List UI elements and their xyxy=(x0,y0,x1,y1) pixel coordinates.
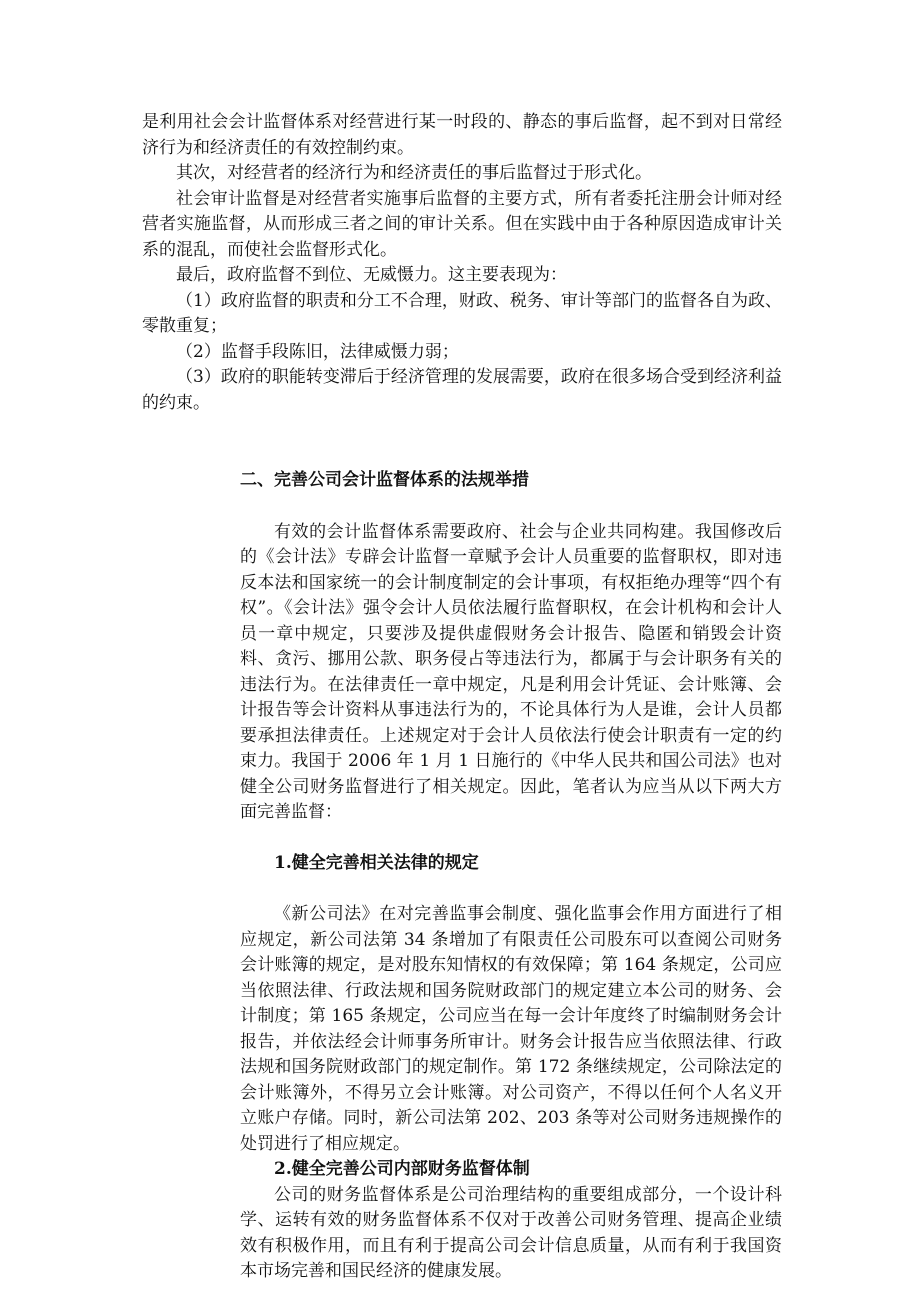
paragraph-company-law: 《新公司法》在对完善监事会制度、强化监事会作用方面进行了相应规定，新公司法第 34 条增加了有限责任公司股东可以查阅公司财务会计账簿的规定，是对股东知情权的有效保障；第 164 条规定，公司应当依照法律、行政法规和国务院财政部门的规定建立本公司的财务、会计制度；第 165 条规定，公司应当在每一会计年度终了时编制财务会计报告，并依法经会计师事务所审计。财务会计报告应当依照法律、行政法规和国务院财政部门的规定制作。第 172 条继续规定，公司除法定的会计账簿外，不得另立会计账簿。对公司资产，不得以任何个人名义开立账户存储。同时，新公司法第 202、203 条等对公司财务违规操作的处罚进行了相应规定。 xyxy=(240,904,782,1154)
paragraph-intro: 有效的会计监督体系需要政府、社会与企业共同构建。我国修改后的《会计法》专辟会计监督一章赋予会计人员重要的监督职权，即对违反本法和国家统一的会计制度制定的会计事项，有权拒绝办理等“四个有权”。《会计法》强令会计人员依法履行监督职权，在会计机构和会计人员一章中规定，只要涉及提供虚假财务会计报告、隐匿和销毁会计资料、贪污、挪用公款、职务侵占等违法行为，都属于与会计职务有关的违法行为。在法律责任一章中规定，凡是利用会计凭证、会计账簿、会计报告等会计资料从事违法行为的，不论具体行为人是谁，会计人员都要承担法律责任。上述规定对于会计人员依法行使会计职责有一定的约束力。我国于 2006 年 1 月 1 日施行的《中华人民共和国公司法》也对健全公司财务监督进行了相关规定。因此，笔者认为应当从以下两大方面完善监督： xyxy=(240,521,782,822)
paragraph-post-audit: 是利用社会会计监督体系对经营进行某一时段的、静态的事后监督，起不到对日常经济行为和经济责任的有效控制约束。 xyxy=(142,112,782,158)
paragraph-internal-supervision: 公司的财务监督体系是公司治理结构的重要组成部分，一个设计科学、运转有效的财务监督体系不仅对于改善公司财务管理、提高企业绩效有积极作用，而且有利于提高公司会计信息质量，从而有利于我国资本市场完善和国民经济的健康发展。 xyxy=(240,1184,782,1281)
section-1-continuation xyxy=(142,110,782,416)
spacer xyxy=(240,877,782,903)
list-item-1: （1）政府监督的职责和分工不合理，财政、税务、审计等部门的监督各自为政、零散重复； xyxy=(142,290,782,336)
list-item-3: （3）政府的职能转变滞后于经济管理的发展需要，政府在很多场合受到经济利益的约束。 xyxy=(142,367,782,413)
spacer xyxy=(240,826,782,852)
spacer xyxy=(240,494,782,520)
section-heading: 二、完善公司会计监督体系的法规举措 xyxy=(240,470,529,490)
list-item-2: （2）监督手段陈旧，法律威慑力弱； xyxy=(176,341,459,362)
paragraph-secondly: 其次，对经营者的经济行为和经济责任的事后监督过于形式化。 xyxy=(176,163,652,183)
subsection-heading-2: 2.健全完善公司内部财务监督体制 xyxy=(274,1159,530,1179)
subsection-heading-1: 1.健全完善相关法律的规定 xyxy=(274,853,479,873)
section-2 xyxy=(240,468,782,1285)
paragraph-social-audit: 社会审计监督是对经营者实施事后监督的主要方式，所有者委托注册会计师对经营者实施监督，从而形成三者之间的审计关系。但在实践中由于各种原因造成审计关系的混乱，而使社会监督形式化。 xyxy=(142,188,782,260)
paragraph-finally: 最后，政府监督不到位、无威慑力。这主要表现为： xyxy=(176,265,567,285)
